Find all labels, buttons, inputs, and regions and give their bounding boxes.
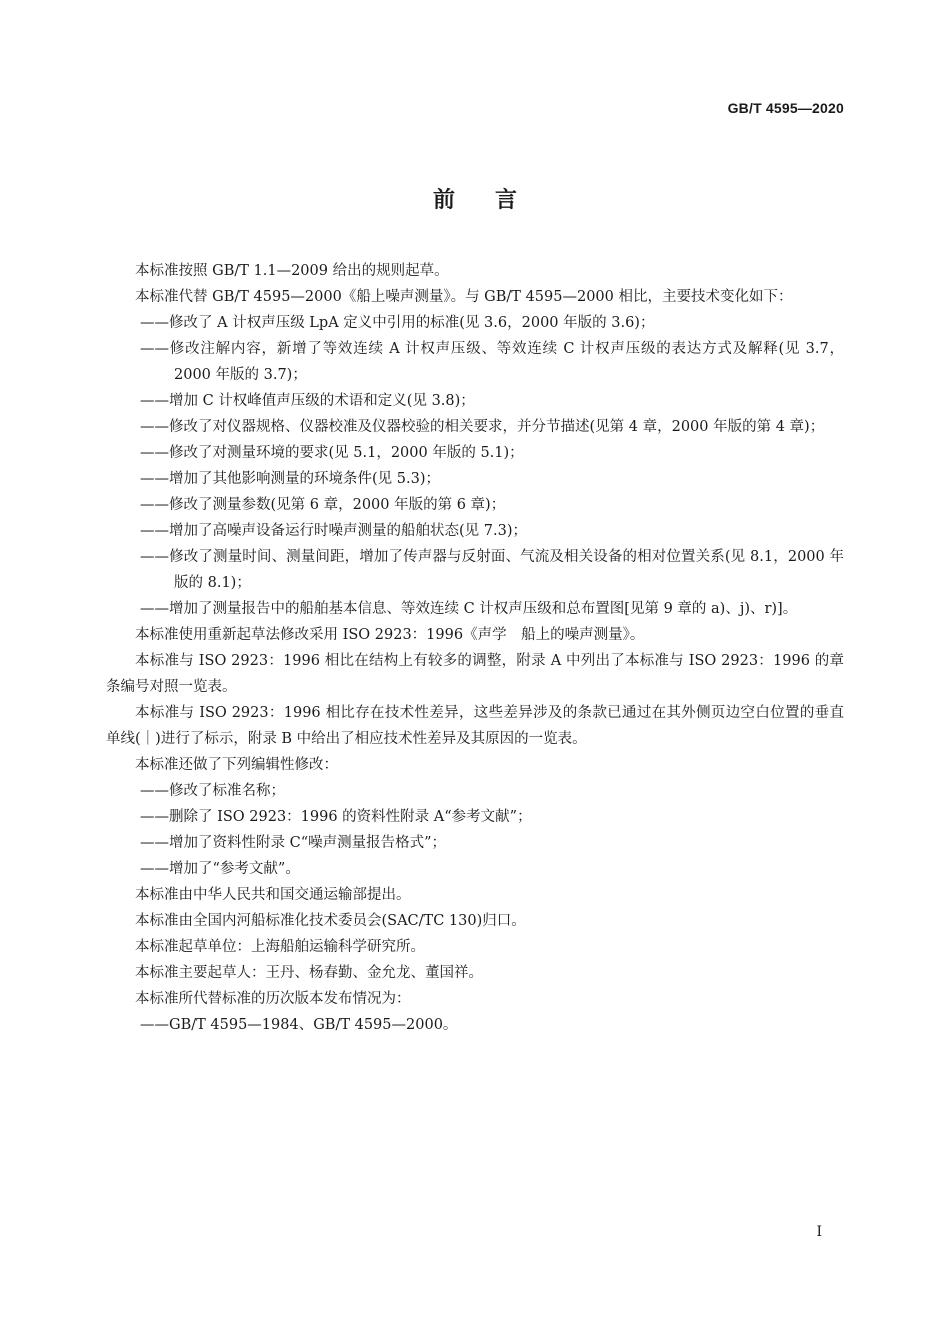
paragraph: 本标准按照 GB/T 1.1—2009 给出的规则起草。 <box>135 263 449 279</box>
paragraph: 本标准与 ISO 2923：1996 相比在结构上有较多的调整，附录 A 中列出了本标准与 ISO 2923：1996 的章条编号对照一览表。 <box>106 653 844 695</box>
list-item: ——修改了对测量环境的要求(见 5.1，2000 年版的 5.1)； <box>140 445 524 461</box>
list-item: ——增加了“参考文献”。 <box>140 861 300 877</box>
foreword-body <box>106 258 844 1038</box>
paragraph: 本标准使用重新起草法修改采用 ISO 2923：1996《声学 船上的噪声测量》。 <box>135 627 645 643</box>
paragraph: 本标准与 ISO 2923：1996 相比存在技术性差异，这些差异涉及的条款已通过在其外侧页边空白位置的垂直单线(｜)进行了标示，附录 B 中给出了相应技术性差异及其原因的一览表。 <box>106 705 844 747</box>
paragraph: 本标准主要起草人：王丹、杨春勤、金允龙、董国祥。 <box>135 965 483 981</box>
list-item: ——修改了对仪器规格、仪器校准及仪器校验的相关要求，并分节描述(见第 4 章，2000 年版的第 4 章)； <box>140 419 825 435</box>
list-item: ——增加了其他影响测量的环境条件(见 5.3)； <box>140 471 440 487</box>
paragraph: 本标准由中华人民共和国交通运输部提出。 <box>135 887 411 903</box>
list-item: ——修改注解内容，新增了等效连续 A 计权声压级、等效连续 C 计权声压级的表达方式及解释(见 3.7，2000 年版的 3.7)； <box>140 341 844 383</box>
list-item: ——修改了标准名称； <box>140 783 285 799</box>
page-number: I <box>816 1224 822 1240</box>
paragraph: 本标准代替 GB/T 4595—2000《船上噪声测量》。与 GB/T 4595—2000 相比，主要技术变化如下： <box>135 289 793 305</box>
list-item: ——修改了测量参数(见第 6 章，2000 年版的第 6 章)； <box>140 497 506 513</box>
page-title: 前言 <box>432 188 557 213</box>
list-item: ——GB/T 4595—1984、GB/T 4595—2000。 <box>140 1017 458 1033</box>
paragraph: 本标准所代替标准的历次版本发布情况为： <box>135 991 411 1007</box>
paragraph: 本标准还做了下列编辑性修改： <box>135 757 338 773</box>
paragraph: 本标准起草单位：上海船舶运输科学研究所。 <box>135 939 425 955</box>
list-item: ——增加了资料性附录 C“噪声测量报告格式”； <box>140 835 447 851</box>
list-item: ——增加 C 计权峰值声压级的术语和定义(见 3.8)； <box>140 393 475 409</box>
list-item: ——删除了 ISO 2923：1996 的资料性附录 A“参考文献”； <box>140 809 532 825</box>
list-item: ——增加了测量报告中的船舶基本信息、等效连续 C 计权声压级和总布置图[见第 9 章的 a)、j)、r)]。 <box>140 601 798 617</box>
list-item: ——修改了测量时间、测量间距，增加了传声器与反射面、气流及相关设备的相对位置关系(见 8.1，2000 年版的 8.1)； <box>140 549 844 591</box>
document-code: GB/T 4595—2020 <box>727 100 844 116</box>
list-item: ——增加了高噪声设备运行时噪声测量的船舶状态(见 7.3)； <box>140 523 527 539</box>
list-item: ——修改了 A 计权声压级 LpA 定义中引用的标准(见 3.6，2000 年版的 3.6)； <box>140 315 655 331</box>
paragraph: 本标准由全国内河船标准化技术委员会(SAC/TC 130)归口。 <box>135 913 526 929</box>
